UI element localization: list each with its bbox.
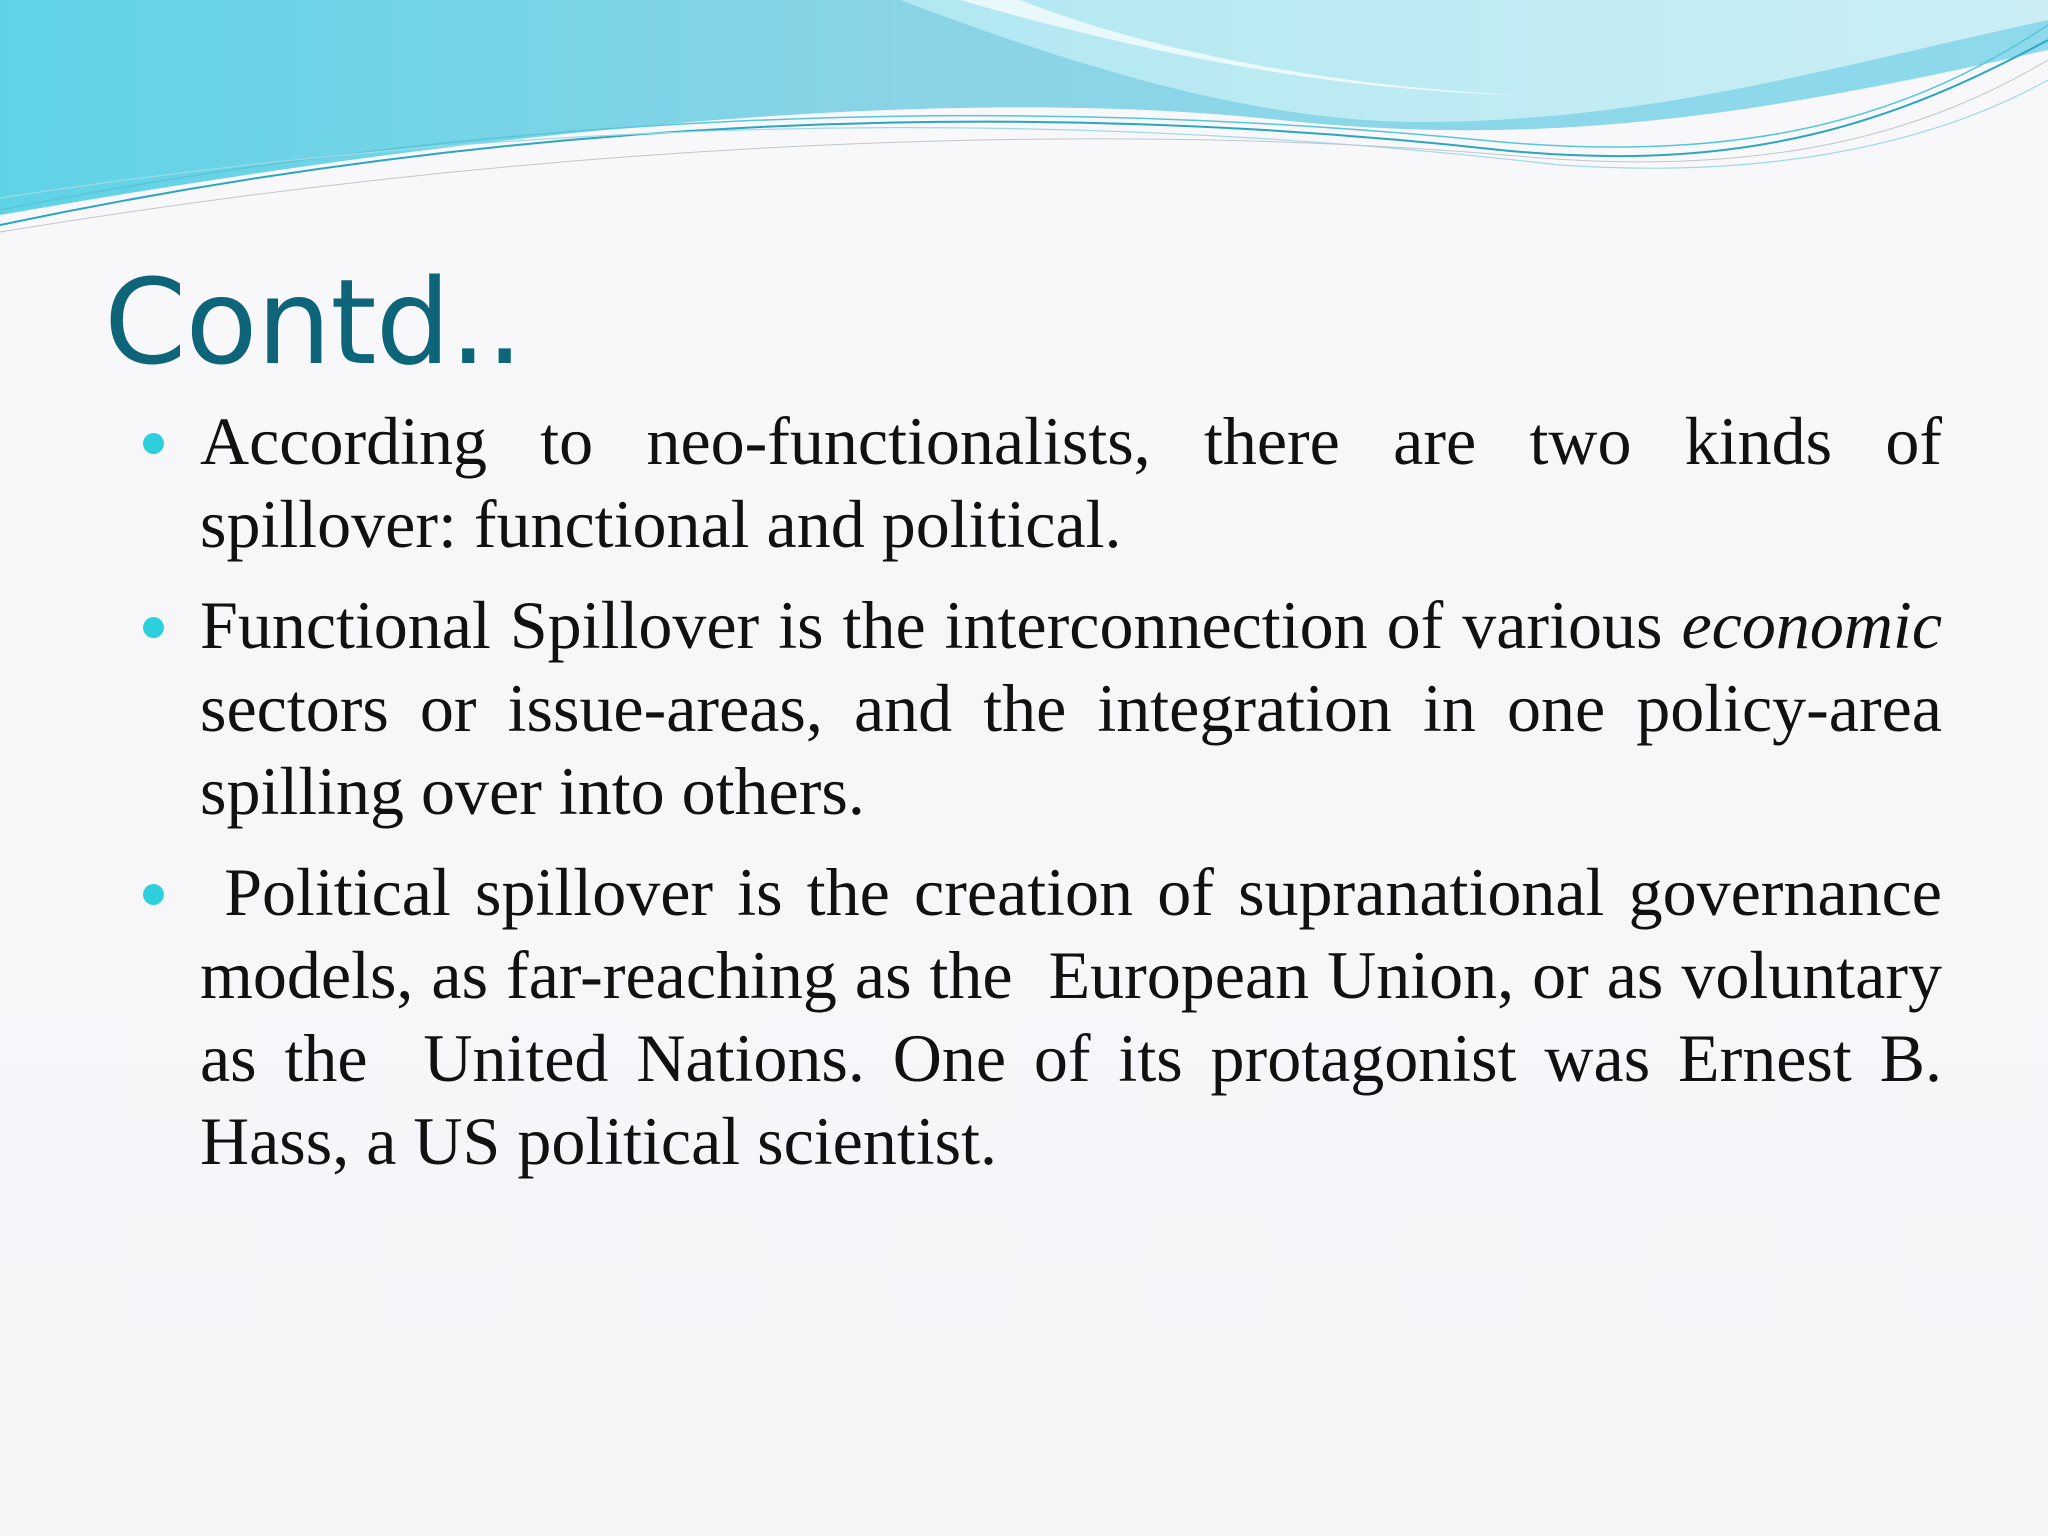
bullet-item-functional-spillover bbox=[200, 584, 1942, 833]
bullet-list bbox=[200, 400, 1959, 1201]
bullet-marker-icon bbox=[143, 884, 164, 905]
bullet-text-emphasis: economic bbox=[1681, 587, 1942, 663]
slide-title: Contd.. bbox=[104, 253, 523, 391]
bullet-text-after: sectors or issue-areas, and the integration in one policy-area spilling over into others. bbox=[200, 670, 1942, 829]
bullet-text-before: Functional Spillover is the interconnection of various bbox=[200, 587, 1682, 663]
bullet-text: Political spillover is the creation of supranational governance models, as far-reaching as the European Union, or as voluntary as the United Nations. One of its protagonist was Ernest B. Hass, a US political scientist. bbox=[200, 854, 1959, 1179]
bullet-marker-icon bbox=[143, 617, 164, 638]
bullet-item-spillover-kinds bbox=[200, 400, 1942, 566]
bullet-item-political-spillover bbox=[200, 851, 1959, 1183]
header-wave-decoration bbox=[0, 0, 2048, 240]
bullet-text: According to neo-functionalists, there are two kinds of spillover: functional and political. bbox=[200, 403, 1942, 562]
bullet-marker-icon bbox=[143, 433, 164, 454]
